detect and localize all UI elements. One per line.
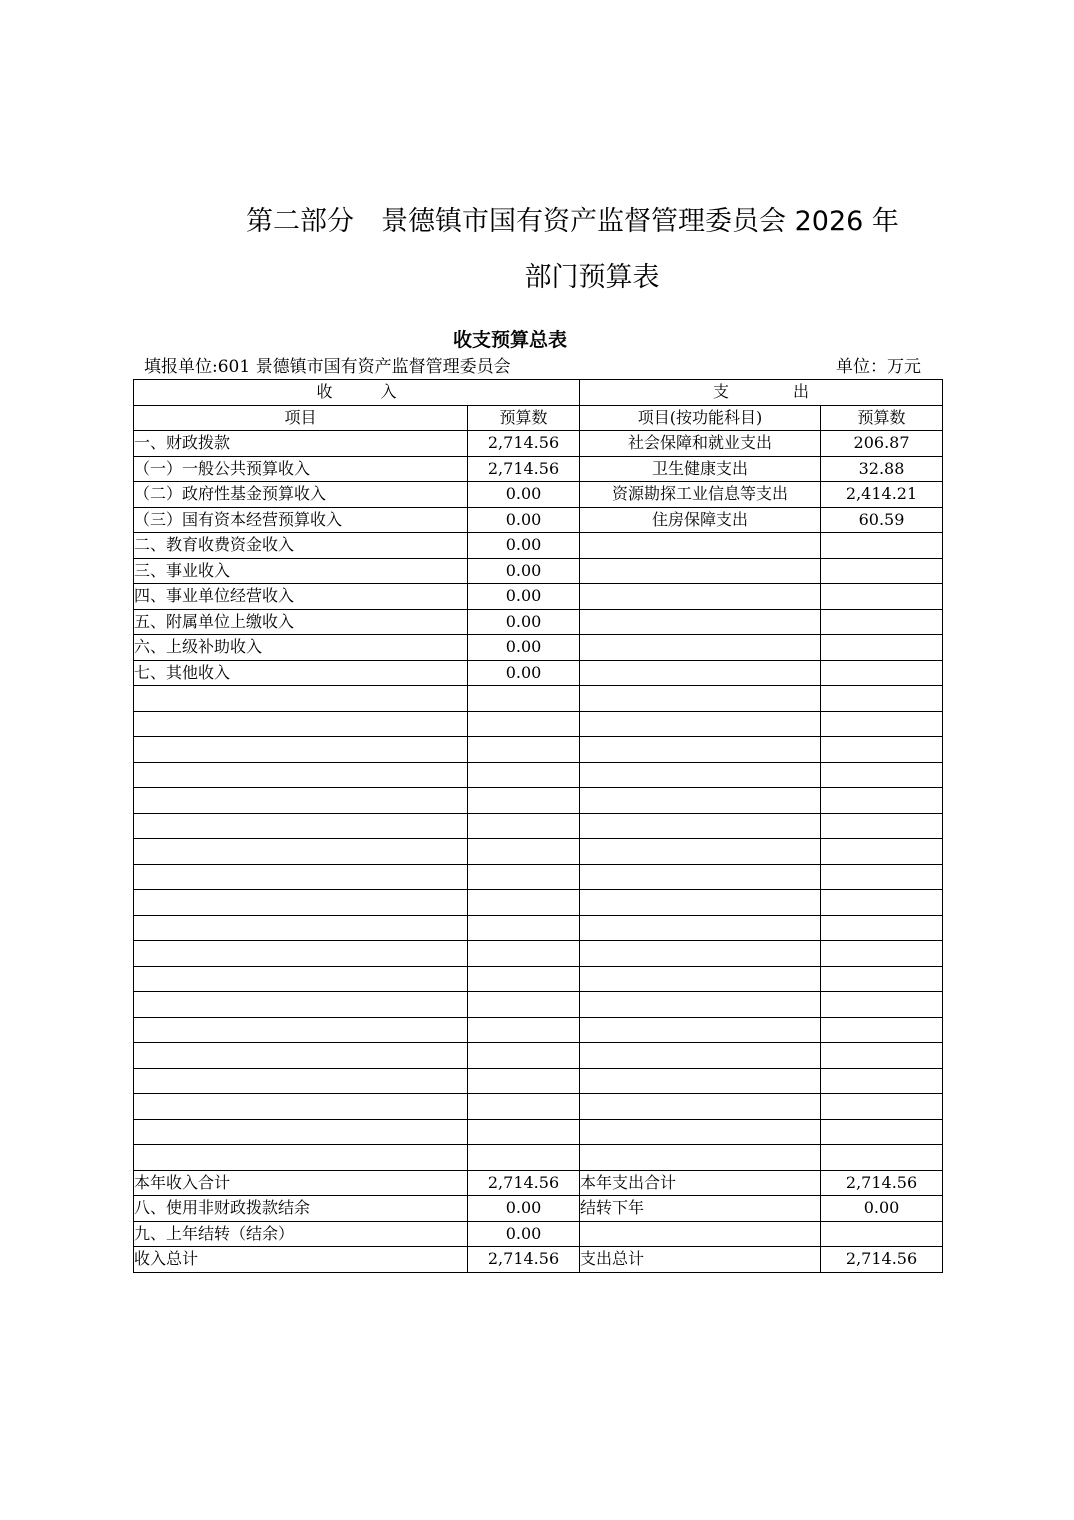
table-row bbox=[134, 558, 943, 584]
empty-row bbox=[134, 941, 943, 967]
total-row bbox=[134, 1170, 943, 1196]
page-heading-line1: 第二部分 景德镇市国有资产监督管理委员会 2026 年 bbox=[246, 206, 899, 237]
expense-value: 206.87 bbox=[821, 431, 943, 457]
expense-value bbox=[821, 584, 943, 610]
income-total-label: 九、上年结转（结余） bbox=[134, 1221, 468, 1247]
income-total-value: 0.00 bbox=[468, 1221, 580, 1247]
income-item: 七、其他收入 bbox=[134, 660, 468, 686]
expense-value: 32.88 bbox=[821, 456, 943, 482]
income-value: 2,714.56 bbox=[468, 431, 580, 457]
income-item: 一、财政拨款 bbox=[134, 431, 468, 457]
expense-total-label: 本年支出合计 bbox=[580, 1170, 821, 1196]
expense-item: 住房保障支出 bbox=[580, 507, 821, 533]
income-item: 二、教育收费资金收入 bbox=[134, 533, 468, 559]
filler-unit: 填报单位:601 景德镇市国有资产监督管理委员会 bbox=[144, 357, 511, 377]
income-value: 0.00 bbox=[468, 482, 580, 508]
empty-row bbox=[134, 839, 943, 865]
income-total-value: 2,714.56 bbox=[468, 1170, 580, 1196]
expense-value bbox=[821, 609, 943, 635]
expense-item: 卫生健康支出 bbox=[580, 456, 821, 482]
empty-row bbox=[134, 762, 943, 788]
empty-row bbox=[134, 1068, 943, 1094]
table-row bbox=[134, 431, 943, 457]
income-item: （一）一般公共预算收入 bbox=[134, 456, 468, 482]
expense-item bbox=[580, 660, 821, 686]
table-row bbox=[134, 660, 943, 686]
table-row bbox=[134, 609, 943, 635]
income-value: 0.00 bbox=[468, 558, 580, 584]
income-total-label: 本年收入合计 bbox=[134, 1170, 468, 1196]
income-grand-total-label: 收入总计 bbox=[134, 1247, 468, 1273]
table-title: 收支预算总表 bbox=[452, 329, 567, 351]
income-value: 0.00 bbox=[468, 609, 580, 635]
empty-row bbox=[134, 737, 943, 763]
table-row bbox=[134, 482, 943, 508]
income-value: 0.00 bbox=[468, 533, 580, 559]
empty-row bbox=[134, 864, 943, 890]
table-row bbox=[134, 584, 943, 610]
table-row bbox=[134, 635, 943, 661]
income-total-value: 0.00 bbox=[468, 1196, 580, 1222]
col-header-budget: 预算数 bbox=[468, 405, 580, 431]
budget-table bbox=[133, 379, 943, 1273]
income-item: （二）政府性基金预算收入 bbox=[134, 482, 468, 508]
currency-unit: 单位：万元 bbox=[836, 357, 921, 377]
empty-row bbox=[134, 686, 943, 712]
expense-value: 60.59 bbox=[821, 507, 943, 533]
col-header-item-function: 项目(按功能科目) bbox=[580, 405, 821, 431]
total-row bbox=[134, 1221, 943, 1247]
empty-row bbox=[134, 1043, 943, 1069]
table-row bbox=[134, 533, 943, 559]
expense-value: 2,414.21 bbox=[821, 482, 943, 508]
page-heading-line2: 部门预算表 bbox=[524, 262, 660, 293]
expense-item bbox=[580, 609, 821, 635]
income-value: 0.00 bbox=[468, 660, 580, 686]
expense-total-label: 结转下年 bbox=[580, 1196, 821, 1222]
expense-total-label bbox=[580, 1221, 821, 1247]
empty-row bbox=[134, 915, 943, 941]
empty-row bbox=[134, 992, 943, 1018]
empty-row bbox=[134, 711, 943, 737]
income-total-label: 八、使用非财政拨款结余 bbox=[134, 1196, 468, 1222]
income-item: 五、附属单位上缴收入 bbox=[134, 609, 468, 635]
income-value: 0.00 bbox=[468, 635, 580, 661]
expense-total-value: 0.00 bbox=[821, 1196, 943, 1222]
empty-row bbox=[134, 1094, 943, 1120]
empty-row bbox=[134, 966, 943, 992]
empty-row bbox=[134, 813, 943, 839]
expense-item bbox=[580, 635, 821, 661]
expense-header: 支 出 bbox=[580, 380, 943, 406]
total-row bbox=[134, 1247, 943, 1273]
header-row-group bbox=[134, 380, 943, 406]
income-item: 四、事业单位经营收入 bbox=[134, 584, 468, 610]
empty-row bbox=[134, 1017, 943, 1043]
expense-value bbox=[821, 558, 943, 584]
income-item: 三、事业收入 bbox=[134, 558, 468, 584]
expense-value bbox=[821, 660, 943, 686]
col-header-budget2: 预算数 bbox=[821, 405, 943, 431]
expense-grand-total-label: 支出总计 bbox=[580, 1247, 821, 1273]
income-value: 0.00 bbox=[468, 507, 580, 533]
expense-item: 社会保障和就业支出 bbox=[580, 431, 821, 457]
expense-total-value bbox=[821, 1221, 943, 1247]
table-row bbox=[134, 456, 943, 482]
empty-row bbox=[134, 788, 943, 814]
total-row bbox=[134, 1196, 943, 1222]
expense-item bbox=[580, 584, 821, 610]
income-item: （三）国有资本经营预算收入 bbox=[134, 507, 468, 533]
expense-item: 资源勘探工业信息等支出 bbox=[580, 482, 821, 508]
expense-value bbox=[821, 533, 943, 559]
empty-row bbox=[134, 890, 943, 916]
income-value: 0.00 bbox=[468, 584, 580, 610]
header-row-columns bbox=[134, 405, 943, 431]
table-row bbox=[134, 507, 943, 533]
empty-row bbox=[134, 1119, 943, 1145]
income-value: 2,714.56 bbox=[468, 456, 580, 482]
expense-item bbox=[580, 558, 821, 584]
expense-value bbox=[821, 635, 943, 661]
income-header: 收 入 bbox=[134, 380, 580, 406]
expense-item bbox=[580, 533, 821, 559]
expense-grand-total-value: 2,714.56 bbox=[821, 1247, 943, 1273]
empty-row bbox=[134, 1145, 943, 1171]
col-header-item: 项目 bbox=[134, 405, 468, 431]
income-item: 六、上级补助收入 bbox=[134, 635, 468, 661]
expense-total-value: 2,714.56 bbox=[821, 1170, 943, 1196]
income-grand-total-value: 2,714.56 bbox=[468, 1247, 580, 1273]
